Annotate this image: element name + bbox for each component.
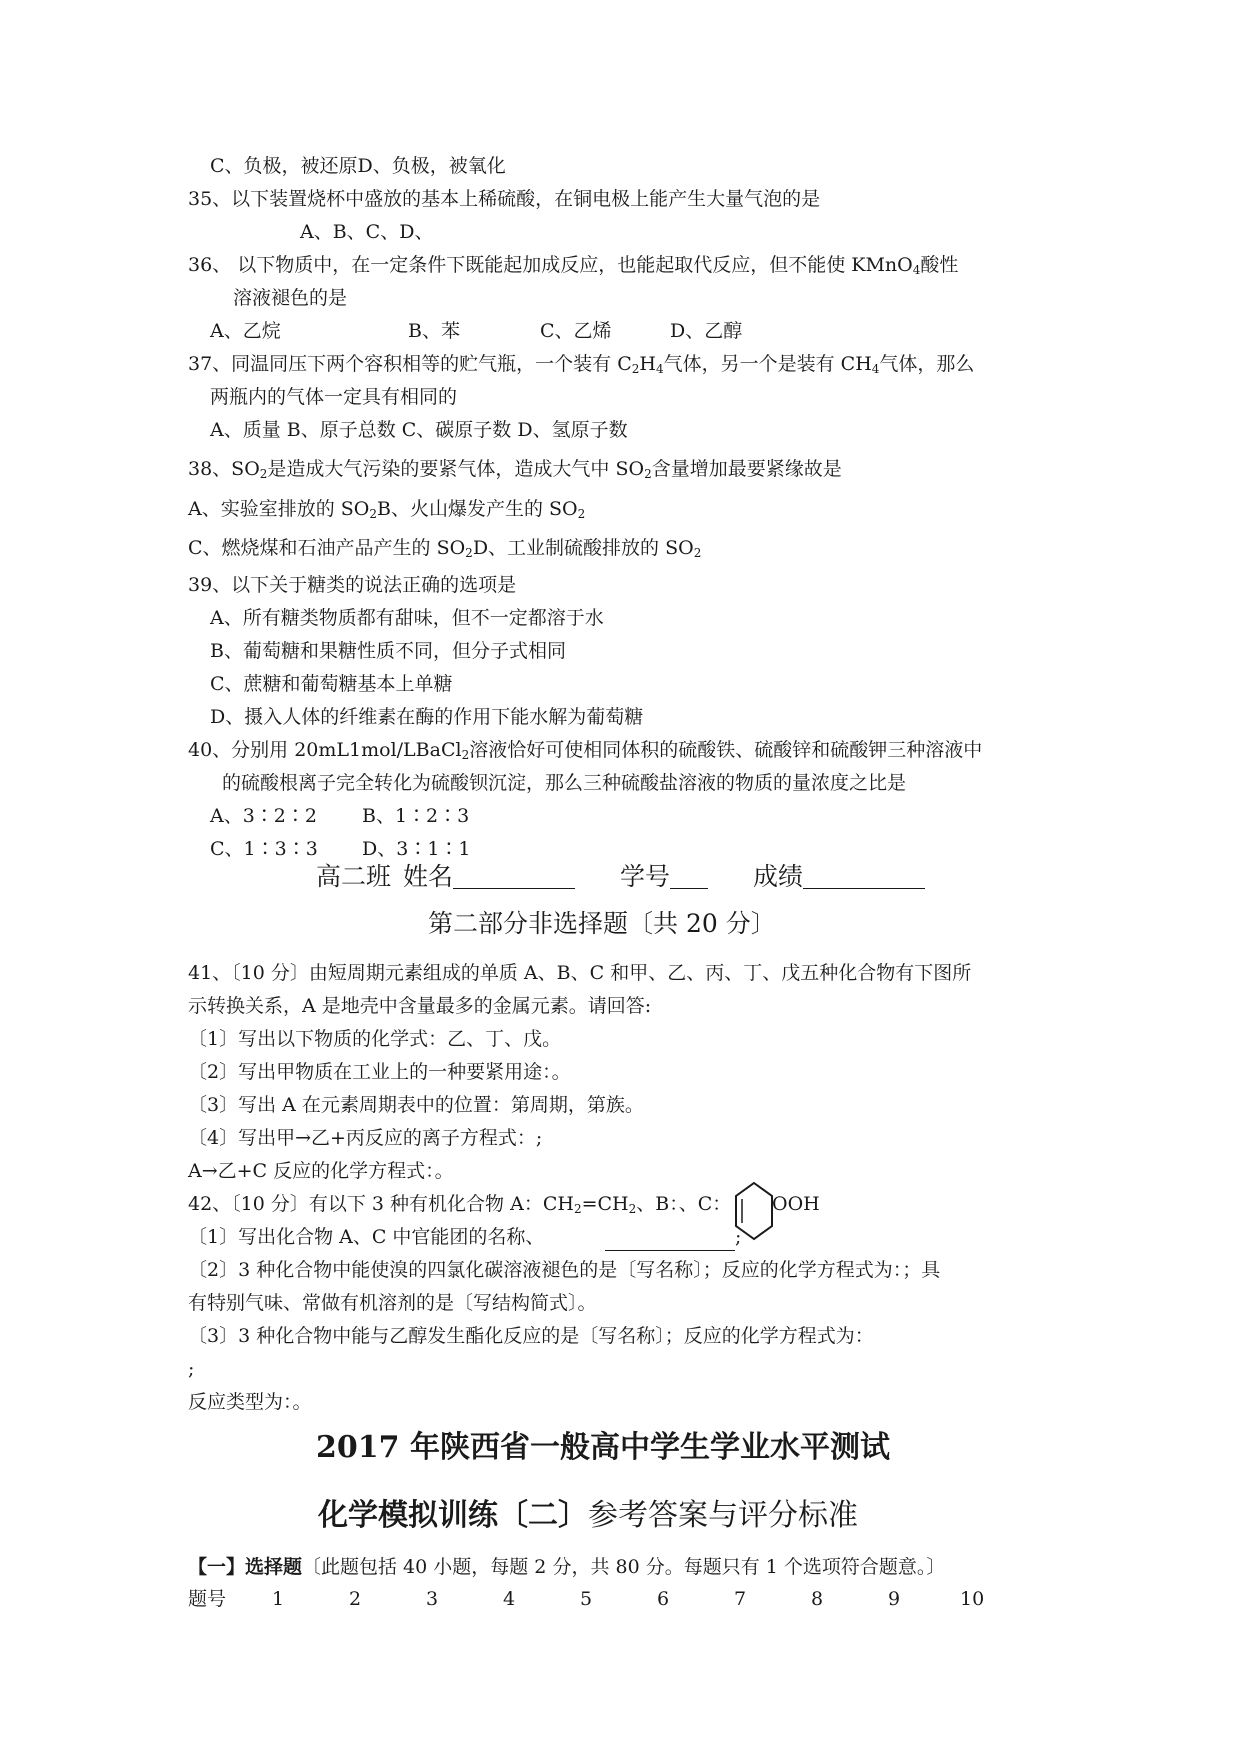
q36-option-c: C、乙烯 [540, 320, 612, 342]
q36-stem-line2: 溶液褪色的是 [233, 287, 348, 309]
answer-subtitle: 化学模拟训练〔二〕参考答案与评分标准 [318, 1498, 858, 1533]
q41-part4: 〔4〕写出甲→乙+丙反应的离子方程式：; [188, 1127, 543, 1149]
score-blank[interactable] [803, 864, 925, 889]
q39-option-a: A、所有糖类物质都有甜味，但不一定都溶于水 [210, 607, 604, 629]
answer-number: 1 [272, 1588, 285, 1610]
q36-option-d: D、乙醇 [670, 320, 743, 342]
header-class-label: 高二班 [316, 862, 392, 891]
q41-stem-line2: 示转换关系，A 是地壳中含量最多的金属元素。请回答: [188, 995, 652, 1017]
q38-stem: 38、$SO_2$是造成大气污染的要紧气体，造成大气中 $SO_2$含量增加最要紧缘故是 [188, 458, 842, 481]
answer-title: 2017 年陕西省一般高中学生学业水平测试 [316, 1430, 890, 1465]
q40-stem: 40、分别用 20mL1mol/LBaCl$_2$溶液恰好可使相同体积的硫酸铁、硫酸锌和硫酸钾三种溶液中 [188, 739, 983, 762]
q41-part4-b: A→乙+C 反应的化学方程式：。 [188, 1160, 454, 1182]
q42-stem: 42、〔10 分〕有以下 3 种有机化合物 A：$CH_2=CH_2$、B：、C： [188, 1193, 732, 1216]
q34-options-cd: C、负极，被还原D、负极，被氧化 [210, 155, 506, 177]
answer-number: 2 [349, 1588, 362, 1610]
q41-part2: 〔2〕写出甲物质在工业上的一种要紧用途：。 [188, 1061, 571, 1083]
q36-option-b: B、苯 [408, 320, 460, 342]
q41-part1: 〔1〕写出以下物质的化学式：乙、丁、戊。 [188, 1028, 562, 1050]
q35-options: A、B、C、D、 [300, 221, 434, 243]
q36-stem: 36、 以下物质中，在一定条件下既能起加成反应，也能起取代反应，但不能使 KMnO$_4$酸性 [188, 254, 959, 277]
q38-options-ab: A、实验室排放的 $SO_2B$、火山爆发产生的 $SO_2$ [188, 498, 586, 521]
q42-part1: 〔1〕写出化合物 A、C 中官能团的名称、 [188, 1226, 545, 1248]
q39-option-d: D、摄入人体的纤维素在酶的作用下能水解为葡萄糖 [210, 706, 644, 728]
q42-part2: 〔2〕3 种化合物中能使溴的四氯化碳溶液褪色的是〔写名称〕；反应的化学方程式为：；具 [188, 1259, 941, 1281]
q40-option-b: B、1∶2∶3 [362, 805, 470, 827]
name-blank[interactable] [453, 864, 575, 889]
q41-stem: 41、〔10 分〕由短周期元素组成的单质 A、B、C 和甲、乙、丙、丁、戊五种化合物有下图所 [188, 962, 972, 984]
q42-part2-line2: 有特别气味、常做有机溶剂的是〔写结构简式〕。 [188, 1292, 597, 1314]
q39-option-b: B、葡萄糖和果糖性质不同，但分子式相同 [210, 640, 566, 662]
answer-number: 5 [580, 1588, 593, 1610]
q39-option-c: C、蔗糖和葡萄糖基本上单糖 [210, 673, 453, 695]
q40-option-d: D、3∶1∶1 [362, 838, 471, 860]
answer-number: 10 [960, 1588, 985, 1610]
answer-number: 9 [888, 1588, 901, 1610]
q42-part3: 〔3〕3 种化合物中能与乙醇发生酯化反应的是〔写名称〕；反应的化学方程式为： [188, 1325, 874, 1347]
answer-row-label: 题号 [188, 1588, 227, 1610]
q40-stem-line2: 的硫酸根离子完全转化为硫酸钡沉淀，那么三种硫酸盐溶液的物质的量浓度之比是 [222, 772, 907, 794]
q39-stem: 39、以下关于糖类的说法正确的选项是 [188, 574, 517, 596]
answer-number: 3 [426, 1588, 439, 1610]
answer-section-heading: 【一】选择题〔此题包括 40 小题，每题 2 分，共 80 分。每题只有 1 个选项符合题意。〕 [188, 1556, 946, 1578]
header-id-label: 学号 [620, 862, 671, 891]
q38-options-cd: C、燃烧煤和石油产品产生的 $SO_2D$、工业制硫酸排放的 $SO_2$ [188, 537, 702, 560]
q37-stem: 37、同温同压下两个容积相等的贮气瓶，一个装有 $C_2H_4$气体，另一个是装有 $CH_4$气体，那么 [188, 353, 975, 376]
part2-title: 第二部分非选择题〔共 20 分〕 [428, 909, 776, 938]
q42-cooh-group: OOH [772, 1193, 820, 1215]
q40-option-c: C、1∶3∶3 [210, 838, 318, 860]
header-name-label: 姓名 [403, 862, 454, 891]
q42-part1-end: ; [735, 1226, 742, 1248]
q35-stem: 35、以下装置烧杯中盛放的基本上稀硫酸，在铜电极上能产生大量气泡的是 [188, 188, 821, 210]
q37-options: A、质量 B、原子总数 C、碳原子数 D、氢原子数 [210, 419, 628, 441]
q36-option-a: A、乙烷 [210, 320, 281, 342]
q37-stem-line2: 两瓶内的气体一定具有相同的 [210, 386, 458, 408]
q42-part3-line2: ; [188, 1358, 195, 1380]
header-score-label: 成绩 [753, 862, 804, 891]
answer-number: 8 [811, 1588, 824, 1610]
q40-option-a: A、3∶2∶2 [210, 805, 317, 827]
answer-number: 6 [657, 1588, 670, 1610]
q42-part1-blank[interactable] [605, 1226, 735, 1251]
answer-number: 4 [503, 1588, 516, 1610]
q41-part3: 〔3〕写出 A 在元素周期表中的位置：第周期，第族。 [188, 1094, 644, 1116]
q42-part3-line3: 反应类型为：。 [188, 1391, 312, 1413]
answer-number: 7 [734, 1588, 747, 1610]
id-blank[interactable] [670, 864, 708, 889]
